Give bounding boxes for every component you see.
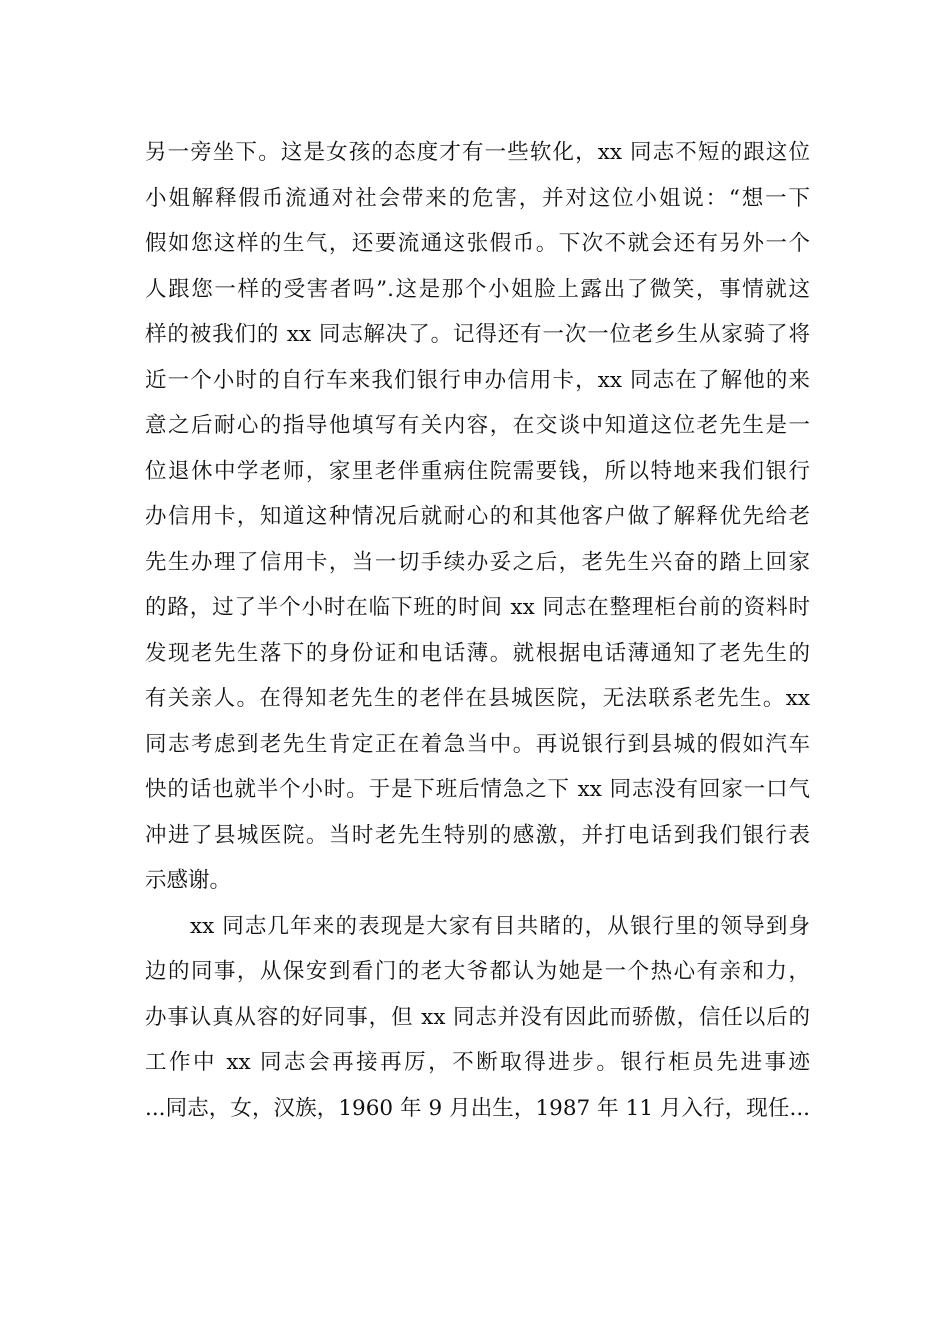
paragraph-line: 同志考虑到老先生肯定正在着急当中。再说银行到县城的假如汽车 — [145, 731, 810, 757]
paragraph-line: 办事认真从容的好同事，但 xx 同志并没有因此而骄傲，信任以后的 — [145, 1004, 810, 1030]
paragraph-line: 假如您这样的生气，还要流通这张假币。下次不就会还有另外一个 — [145, 231, 810, 256]
paragraph-line: xx 同志几年来的表现是大家有目共睹的，从银行里的领导到身 — [190, 913, 810, 939]
paragraph-1 — [145, 130, 810, 904]
paragraph-line: 先生办理了信用卡，当一切手续办妥之后，老先生兴奋的踏上回家 — [145, 549, 810, 575]
paragraph-2 — [145, 904, 810, 1132]
paragraph-line: 边的同事，从保安到看门的老大爷都认为她是一个热心有亲和力， — [145, 959, 810, 984]
body-text — [145, 130, 810, 1131]
paragraph-line: 发现老先生落下的身份证和电话薄。就根据电话薄通知了老先生的 — [145, 640, 810, 666]
paragraph-line: 近一个小时的自行车来我们银行申办信用卡，xx 同志在了解他的来 — [145, 367, 810, 393]
paragraph-line: 的路，过了半个小时在临下班的时间 xx 同志在整理柜台前的资料时 — [145, 595, 810, 620]
paragraph-line: 意之后耐心的指导他填写有关内容，在交谈中知道这位老先生是一 — [145, 413, 810, 438]
paragraph-line: 示感谢。 — [145, 868, 232, 893]
paragraph-line: 样的被我们的 xx 同志解决了。记得还有一次一位老乡生从家骑了将 — [145, 322, 810, 347]
paragraph-line: 小姐解释假币流通对社会带来的危害，并对这位小姐说：“想一下 — [145, 185, 810, 211]
paragraph-line: 冲进了县城医院。当时老先生特别的感激，并打电话到我们银行表 — [145, 822, 810, 848]
paragraph-line: ...同志，女，汉族，1960 年 9 月出生，1987 年 11 月入行，现任... — [145, 1095, 810, 1121]
paragraph-line: 快的话也就半个小时。于是下班后情急之下 xx 同志没有回家一口气 — [145, 777, 810, 802]
paragraph-line: 人跟您一样的受害者吗”.这是那个小姐脸上露出了微笑，事情就这 — [145, 276, 810, 302]
paragraph-line: 工作中 xx 同志会再接再厉，不断取得进步。银行柜员先进事迹 — [145, 1050, 810, 1075]
paragraph-line: 位退休中学老师，家里老伴重病住院需要钱，所以特地来我们银行 — [145, 458, 810, 484]
paragraph-line: 办信用卡，知道这种情况后就耐心的和其他客户做了解释优先给老 — [145, 504, 810, 529]
paragraph-line: 另一旁坐下。这是女孩的态度才有一些软化，xx 同志不短的跟这位 — [145, 140, 810, 165]
paragraph-line: 有关亲人。在得知老先生的老伴在县城医院，无法联系老先生。xx — [145, 686, 810, 711]
